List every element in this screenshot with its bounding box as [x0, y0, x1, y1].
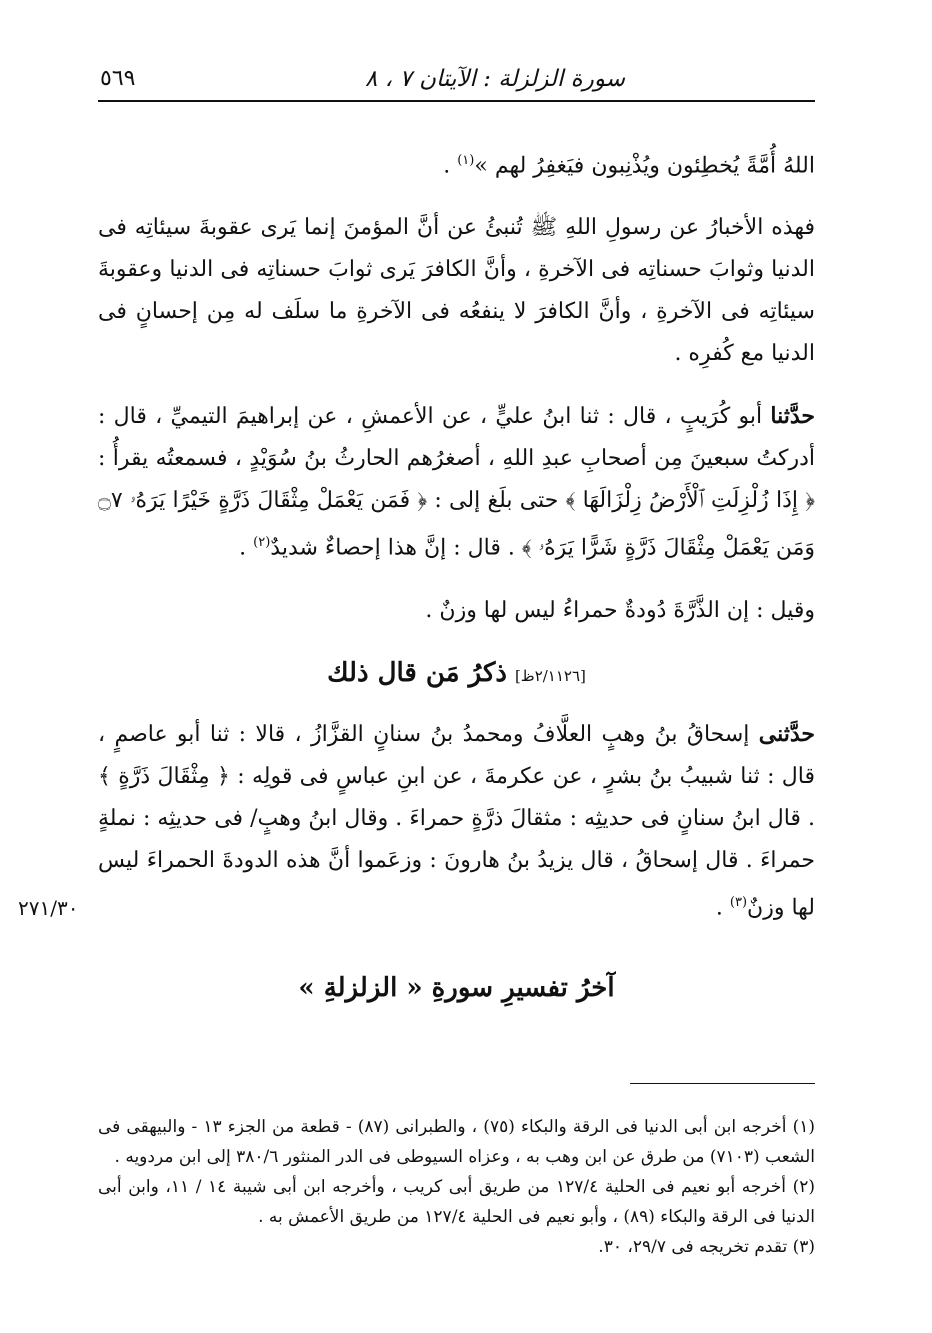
paragraph-3-end: . [239, 535, 254, 561]
footnotes [98, 1112, 815, 1262]
paragraph-3-text: أبو كُرَيبٍ ، قال : ثنا ابنُ عليٍّ ، عن الأعمشِ ، عن إبراهيمَ التيميِّ ، قال : أدركتُ سبعينَ مِن أصحابِ عبدِ اللهِ ، أصغرُهم الحارثُ بنُ سُوَيْدٍ ، فسمعتُه يقرأُ : [98, 404, 815, 472]
closing-heading: آخرُ تفسيرِ سورةِ « الزلزلةِ » [298, 972, 615, 1003]
paragraph-1-text: اللهُ أُمَّةً يُخطِئون ويُذْنِبون فيَغفِرُ لهم » [474, 153, 815, 179]
paragraph-1 [98, 140, 815, 187]
margin-volume-ref: ٢٧١/٣٠ [18, 896, 79, 920]
footnote-2: (٢) أخرجه أبو نعيم فى الحلية ١٢٧/٤ من طريق أبى كريب ، وأخرجه ابن أبى شيبة ١٤ / ١١، وابن أبى الدنيا فى الرقة والبكاء (٨٩) ، وأبو نعيم فى الحلية ١٢٧/٤ من طريق الأعمش به . [98, 1177, 815, 1227]
footnote-divider [630, 1083, 815, 1084]
paragraph-4: وقيل : إن الذَّرَّةَ دُودةٌ حمراءُ ليس لها وزنٌ . [425, 597, 815, 623]
footnote-ref-3: (٣) [729, 894, 748, 910]
footnote-1: (١) أخرجه ابن أبى الدنيا فى الرقة والبكاء (٧٥) ، والطبرانى (٨٧) - قطعة من الجزء ١٣ - والبيهقى فى الشعب (٧١٠٣) من طرق عن ابن وهب به ، وعزاه السيوطى فى الدر المنثور ٣٨٠/٦ إلى ابن مردويه . [98, 1117, 815, 1167]
isnad-lead: حدَّثنا [770, 403, 815, 430]
paragraph-5 [98, 713, 815, 929]
paragraph-1-end: . [443, 153, 458, 179]
main-text [98, 140, 815, 1025]
section-heading [98, 652, 815, 697]
paragraph-5-text: إسحاقُ بنُ وهبٍ العلَّافُ ومحمدُ بنُ سنانٍ القزَّازُ ، قالا : ثنا أبو عاصمٍ ، قال : ثنا شبيبُ بنُ بشرٍ ، عن عكرمةَ ، عن ابنِ عباسٍ فى قولِه : ﴿ مِثْقَالَ ذَرَّةٍ ﴾ . قال ابنُ سنانٍ فى حديثِه : مثقالَ ذرَّةٍ حمراءَ . وقال ابنُ وهبٍ/ فى حديثِه : نملةٍ حمراءَ . قال إسحاقُ ، قال يزيدُ بنُ هارونَ : وزعَموا أنَّ هذه الدودةَ الحمراءَ ليس لها وزنٌ [98, 721, 815, 920]
section-heading-text: ذكرُ مَن قال ذلك [327, 657, 507, 688]
footnote-ref-2: (٢) [253, 535, 271, 551]
page-number: ٥٦٩ [100, 66, 136, 91]
footnote-ref-1: (١) [457, 153, 475, 168]
paragraph-5-end: . [715, 894, 730, 920]
paragraph-2: فهذه الأخبارُ عن رسولِ اللهِ ﷺ تُنبئُ عن أنَّ المؤمنَ إنما يَرى عقوبةَ سيئاتِه فى الدنيا وثوابَ حسناتِه فى الآخرةِ ، وأنَّ الكافرَ يَرى ثوابَ حسناتِه فى الدنيا وعقوبةَ سيئاتِه فى الآخرةِ ، وأنَّ الكافرَ لا ينفعُه فى الآخرةِ ما سلَف له مِن إحسانٍ فى الدنيا مع كُفرِه . [98, 215, 815, 367]
quran-quote: ﴿ إِذَا زُلْزِلَتِ ٱلْأَرْضُ زِلْزَالَهَا ﴾ حتى بلَغ إلى : ﴿ فَمَن يَعْمَلْ مِثْقَالَ ذَرَّةٍ خَيْرًا يَرَهُۥ ۝٧ وَمَن يَعْمَلْ مِثْقَالَ ذَرَّةٍ شَرًّا يَرَهُۥ ﴾ . قال : إنَّ هذا إحصاءٌ شديدٌ [98, 488, 815, 561]
isnad-lead-2: حدَّثنى [758, 720, 815, 747]
running-header [98, 60, 815, 102]
surah-title: سورة الزلزلة : الآيتان ٧ ، ٨ [365, 66, 625, 92]
manuscript-ref: [٢/١١٢٦ظ] [514, 666, 586, 685]
footnote-3: (٣) تقدم تخريجه فى ٢٩/٧، ٣٠. [598, 1237, 815, 1257]
paragraph-3 [98, 395, 815, 569]
